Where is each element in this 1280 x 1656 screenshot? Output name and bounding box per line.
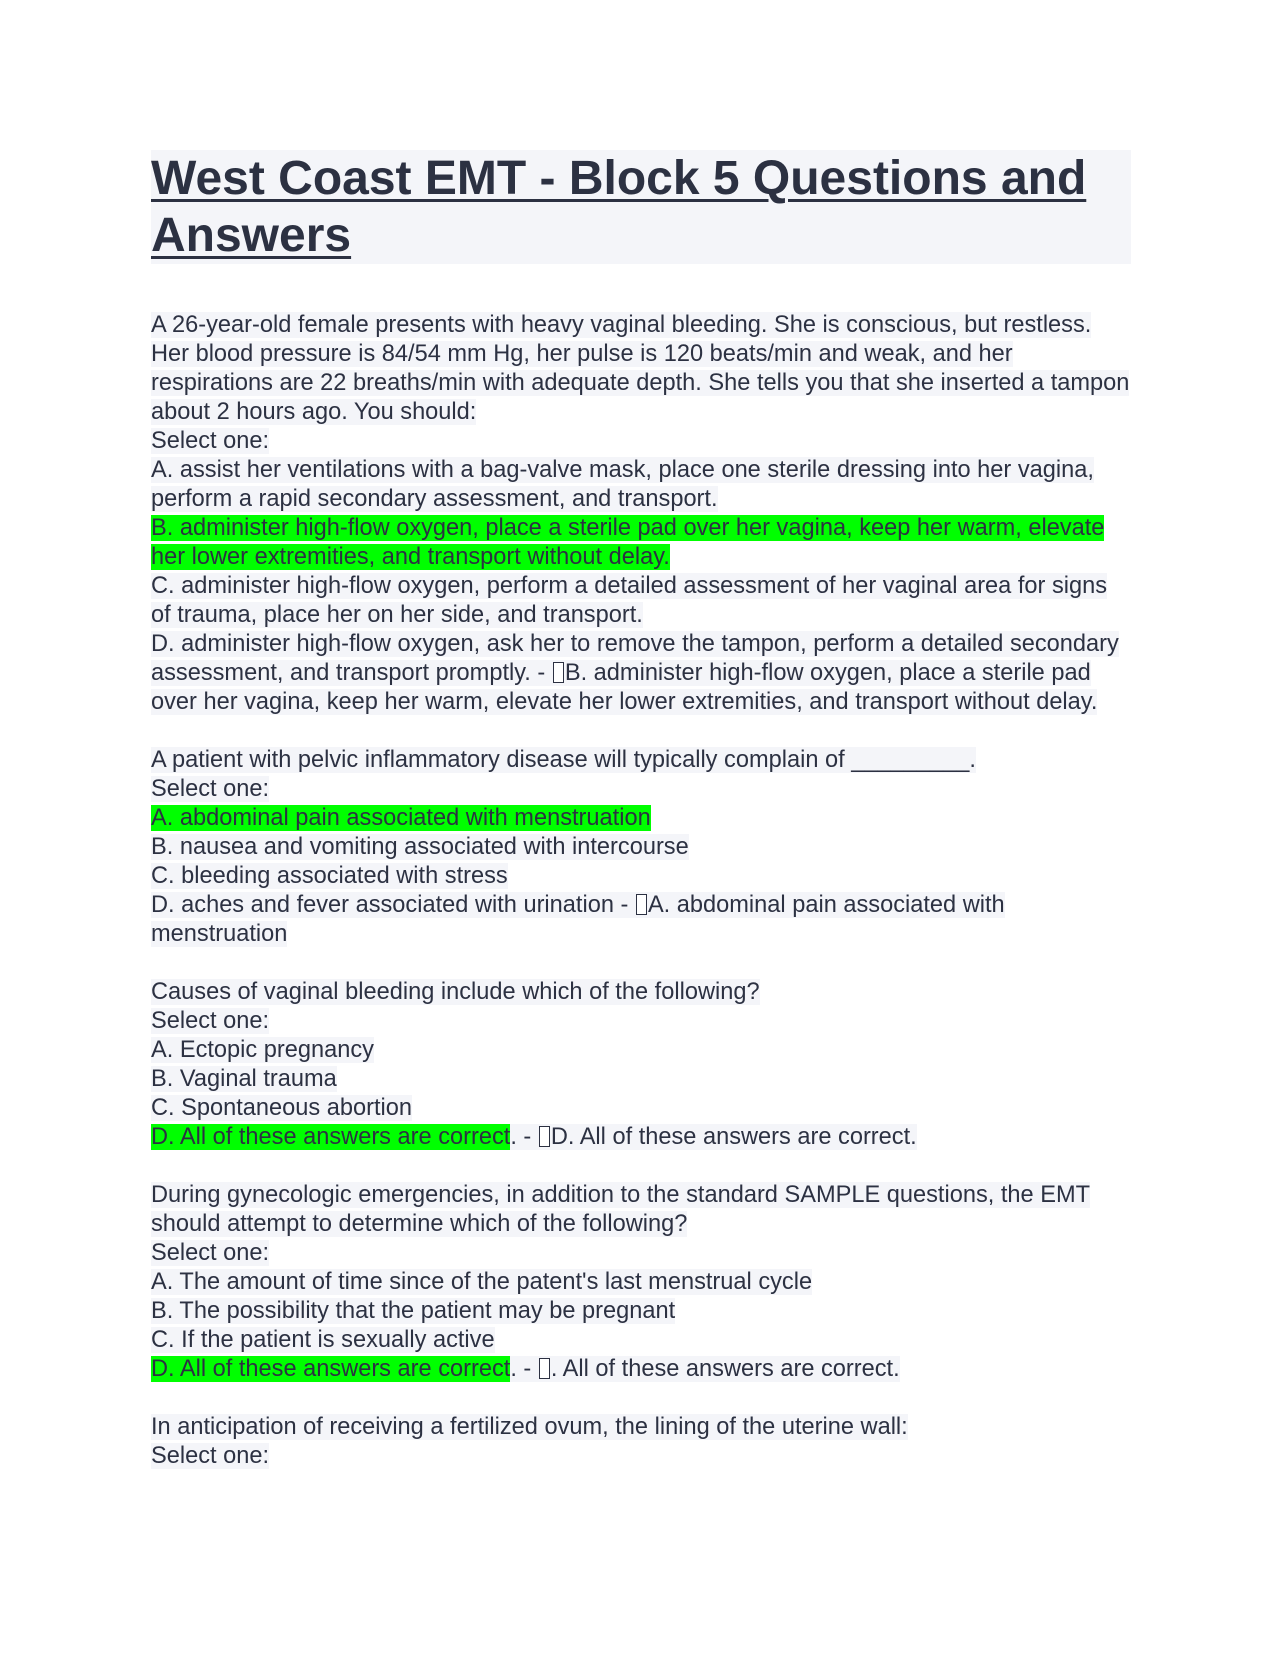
question-1-option-b-highlighted: B. administer high-flow oxygen, place a sterile pad over her vagina, keep her warm, elevate her lower extremities, and transport without delay. <box>151 515 1105 570</box>
select-one-label: Select one: <box>151 776 270 802</box>
question-4-option-b: B. The possibility that the patient may be pregnant <box>151 1298 676 1324</box>
question-3 <box>151 978 1131 1152</box>
question-4-separator: . - <box>510 1356 538 1382</box>
document-title: West Coast EMT - Block 5 Questions and Answers <box>151 150 1131 264</box>
question-2-stem: A patient with pelvic inflammatory disease will typically complain of _________. <box>151 747 976 773</box>
question-2-option-d: D. aches and fever associated with urination - <box>151 892 635 918</box>
question-4-option-a: A. The amount of time since of the patent's last menstrual cycle <box>151 1269 813 1295</box>
question-4-answer: . All of these answers are correct. <box>550 1356 900 1382</box>
question-5-stem: In anticipation of receiving a fertilized ovum, the lining of the uterine wall: <box>151 1414 908 1440</box>
missing-glyph-icon <box>539 1358 550 1379</box>
question-2-answer: A. abdominal pain associated with menstruation <box>151 892 1005 947</box>
question-2-option-a-highlighted: A. abdominal pain associated with menstruation <box>151 805 651 831</box>
question-2-option-c: C. bleeding associated with stress <box>151 863 508 889</box>
select-one-label: Select one: <box>151 1443 270 1469</box>
missing-glyph-icon <box>539 1126 550 1147</box>
select-one-label: Select one: <box>151 1008 270 1034</box>
question-3-option-d-highlighted: D. All of these answers are correct <box>151 1124 511 1150</box>
select-one-label: Select one: <box>151 428 270 454</box>
question-1-option-a: A. assist her ventilations with a bag-valve mask, place one sterile dressing into her vagina, perform a rapid secondary assessment, and transport. <box>151 457 1094 512</box>
missing-glyph-icon <box>553 662 564 683</box>
question-2 <box>151 746 1131 949</box>
missing-glyph-icon <box>636 894 647 915</box>
question-4-stem: During gynecologic emergencies, in addition to the standard SAMPLE questions, the EMT should attempt to determine which of the following? <box>151 1182 1091 1237</box>
question-3-stem: Causes of vaginal bleeding include which of the following? <box>151 979 760 1005</box>
question-1-answer: B. administer high-flow oxygen, place a sterile pad over her vagina, keep her warm, elevate her lower extremities, and transport without delay. <box>151 660 1098 715</box>
question-3-answer: D. All of these answers are correct. <box>550 1124 917 1150</box>
question-4-option-c: C. If the patient is sexually active <box>151 1327 495 1353</box>
question-3-separator: . - <box>510 1124 538 1150</box>
document-page <box>151 150 1131 1500</box>
question-1-stem: A 26-year-old female presents with heavy vaginal bleeding. She is conscious, but restless. Her blood pressure is 84/54 mm Hg, her pulse is 120 beats/min and weak, and her respirations are 22 breaths/min with adequate depth. She tells you that she inserted a tampon about 2 hours ago. You should: <box>151 312 1130 425</box>
question-4-option-d-highlighted: D. All of these answers are correct <box>151 1356 511 1382</box>
question-3-option-c: C. Spontaneous abortion <box>151 1095 413 1121</box>
select-one-label: Select one: <box>151 1240 270 1266</box>
question-3-option-a: A. Ectopic pregnancy <box>151 1037 374 1063</box>
question-3-option-b: B. Vaginal trauma <box>151 1066 337 1092</box>
question-2-option-b: B. nausea and vomiting associated with intercourse <box>151 834 689 860</box>
question-1-option-c: C. administer high-flow oxygen, perform a detailed assessment of her vaginal area for signs of trauma, place her on her side, and transport. <box>151 573 1108 628</box>
question-4 <box>151 1181 1131 1384</box>
question-1-option-d: D. administer high-flow oxygen, ask her to remove the tampon, perform a detailed secondary assessment, and transport promptly. - <box>151 631 1119 686</box>
document-body <box>151 311 1131 1471</box>
question-1 <box>151 311 1131 717</box>
question-5 <box>151 1413 1131 1471</box>
